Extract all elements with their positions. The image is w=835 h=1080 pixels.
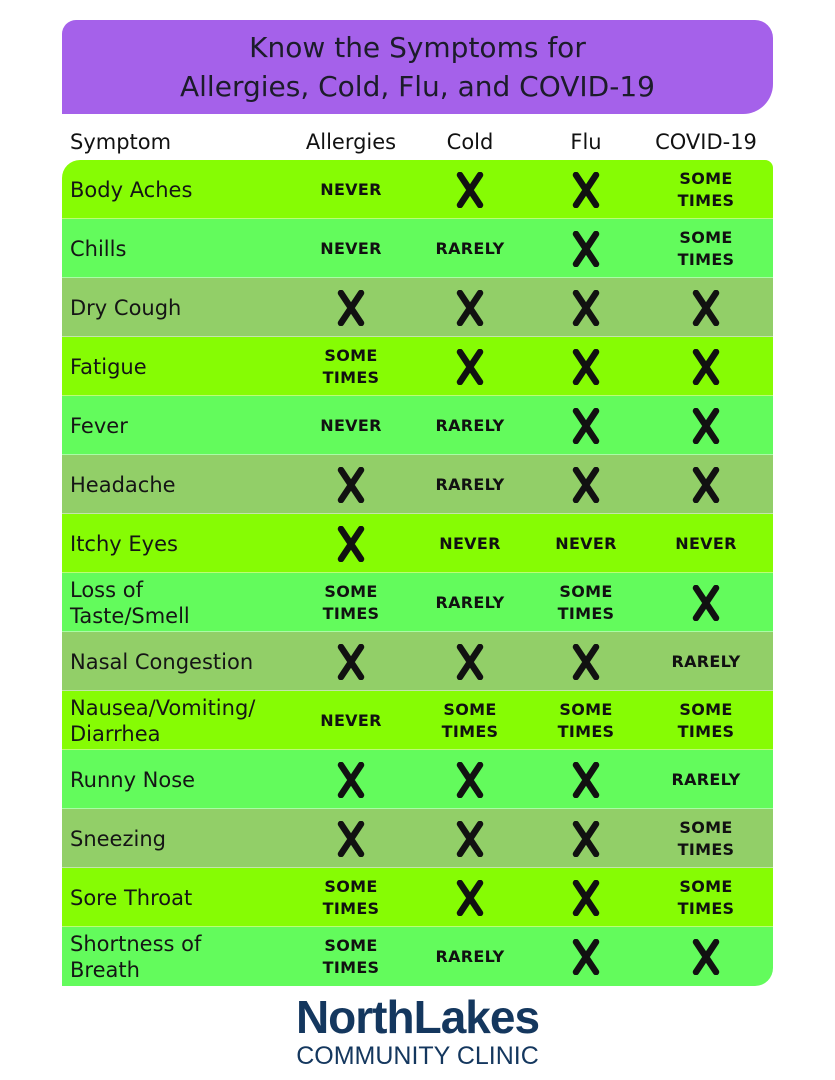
cell-allergies (291, 455, 411, 514)
rarely-label: RARELY (435, 592, 505, 612)
rarely-label: RARELY (671, 769, 741, 789)
symptom-name-line: Headache (70, 472, 176, 497)
cell-cold (410, 632, 530, 691)
symptom-table (62, 160, 773, 986)
x-mark-icon (571, 408, 601, 444)
symptom-name (70, 927, 305, 986)
cell-flu (526, 868, 646, 927)
symptom-name (70, 219, 305, 278)
cell-covid (646, 160, 766, 219)
sometimes-line-2: TIMES (677, 898, 735, 918)
symptom-name-line: Nausea/Vomiting/ (70, 695, 256, 720)
rarely-label: RARELY (435, 946, 505, 966)
logo-name: NorthLakes (295, 991, 540, 1043)
cell-flu (526, 927, 646, 986)
sometimes-line-1: SOME (679, 817, 733, 837)
symptom-name-line: Loss of (70, 577, 143, 602)
symptom-name-line: Diarrhea (70, 721, 161, 746)
symptom-name (70, 868, 305, 927)
sometimes-label (323, 935, 380, 979)
sometimes-line-1: SOME (324, 935, 378, 955)
cell-cold (410, 396, 530, 455)
sometimes-line-1: SOME (324, 876, 378, 896)
cell-cold (410, 573, 530, 632)
sometimes-label (323, 345, 380, 389)
sometimes-line-2: TIMES (557, 721, 615, 741)
cell-allergies (291, 691, 411, 750)
cell-allergies (291, 337, 411, 396)
symptom-name (70, 750, 305, 809)
table-row (62, 750, 773, 809)
header-covid: COVID-19 (655, 130, 757, 154)
cell-flu (526, 573, 646, 632)
cell-allergies (291, 927, 411, 986)
never-label: NEVER (320, 238, 382, 258)
rarely-label: RARELY (435, 474, 505, 494)
x-mark-icon (336, 821, 366, 857)
cell-cold (410, 868, 530, 927)
cell-allergies (291, 573, 411, 632)
table-row (62, 573, 773, 632)
header-allergies: Allergies (305, 130, 397, 154)
header-cold: Cold (446, 130, 494, 154)
x-mark-icon (571, 762, 601, 798)
symptom-name-line: Fever (70, 413, 128, 438)
table-row (62, 809, 773, 868)
cell-covid (646, 219, 766, 278)
sometimes-label (678, 168, 735, 212)
cell-covid (646, 278, 766, 337)
cell-cold (410, 160, 530, 219)
title-line-2: Allergies, Cold, Flu, and COVID-19 (180, 70, 655, 103)
x-mark-icon (691, 408, 721, 444)
never-label: NEVER (320, 415, 382, 435)
cell-flu (526, 396, 646, 455)
rarely-label: RARELY (435, 238, 505, 258)
symptom-name-line: Body Aches (70, 177, 193, 202)
sometimes-label (323, 876, 380, 920)
table-row (62, 927, 773, 986)
x-mark-icon (691, 349, 721, 385)
x-mark-icon (691, 939, 721, 975)
symptom-name-line: Taste/Smell (70, 603, 190, 628)
x-mark-icon (571, 644, 601, 680)
symptom-name (70, 573, 305, 632)
table-row (62, 337, 773, 396)
cell-cold (410, 750, 530, 809)
sometimes-line-2: TIMES (677, 839, 735, 859)
column-header-row (62, 124, 773, 160)
x-mark-icon (571, 172, 601, 208)
x-mark-icon (455, 349, 485, 385)
symptom-name-line: Itchy Eyes (70, 531, 178, 556)
sometimes-line-1: SOME (679, 168, 733, 188)
x-mark-icon (455, 821, 485, 857)
symptom-name-line: Chills (70, 236, 127, 261)
cell-flu (526, 278, 646, 337)
symptom-name-line: Breath (70, 957, 140, 982)
table-row (62, 455, 773, 514)
cell-covid (646, 927, 766, 986)
sometimes-line-1: SOME (324, 581, 378, 601)
cell-flu (526, 632, 646, 691)
table-row (62, 278, 773, 337)
symptom-name (70, 691, 305, 750)
sometimes-line-2: TIMES (322, 957, 380, 977)
cell-cold (410, 809, 530, 868)
header-flu: Flu (570, 130, 602, 154)
cell-flu (526, 160, 646, 219)
sometimes-line-1: SOME (679, 227, 733, 247)
x-mark-icon (455, 644, 485, 680)
sometimes-label (678, 227, 735, 271)
cell-allergies (291, 750, 411, 809)
cell-covid (646, 514, 766, 573)
x-mark-icon (691, 290, 721, 326)
sometimes-line-1: SOME (679, 699, 733, 719)
rarely-label: RARELY (671, 651, 741, 671)
x-mark-icon (571, 290, 601, 326)
cell-cold (410, 927, 530, 986)
table-row (62, 160, 773, 219)
cell-allergies (291, 868, 411, 927)
cell-allergies (291, 278, 411, 337)
symptom-name (70, 809, 305, 868)
x-mark-icon (336, 526, 366, 562)
sometimes-line-2: TIMES (441, 721, 499, 741)
cell-allergies (291, 219, 411, 278)
symptom-name (70, 160, 305, 219)
header-symptom: Symptom (70, 130, 172, 154)
cell-cold (410, 337, 530, 396)
symptom-name-line: Sore Throat (70, 885, 193, 910)
sometimes-line-1: SOME (324, 345, 378, 365)
never-label: NEVER (555, 533, 617, 553)
sometimes-label (678, 817, 735, 861)
x-mark-icon (455, 290, 485, 326)
x-mark-icon (336, 762, 366, 798)
sometimes-line-2: TIMES (677, 721, 735, 741)
never-label: NEVER (675, 533, 737, 553)
table-row (62, 868, 773, 927)
x-mark-icon (571, 349, 601, 385)
x-mark-icon (455, 762, 485, 798)
sometimes-label (678, 699, 735, 743)
cell-covid (646, 337, 766, 396)
clinic-logo (280, 992, 555, 1072)
cell-covid (646, 691, 766, 750)
table-row (62, 691, 773, 750)
cell-covid (646, 455, 766, 514)
x-mark-icon (571, 231, 601, 267)
cell-flu (526, 514, 646, 573)
sometimes-line-1: SOME (559, 581, 613, 601)
title-banner (62, 20, 773, 114)
table-row (62, 219, 773, 278)
symptom-name-line: Runny Nose (70, 767, 196, 792)
sometimes-label (558, 581, 615, 625)
x-mark-icon (455, 172, 485, 208)
cell-flu (526, 455, 646, 514)
cell-covid (646, 750, 766, 809)
cell-cold (410, 278, 530, 337)
x-mark-icon (571, 467, 601, 503)
x-mark-icon (691, 585, 721, 621)
symptom-name-line: Fatigue (70, 354, 147, 379)
symptom-name (70, 632, 305, 691)
x-mark-icon (336, 290, 366, 326)
cell-covid (646, 573, 766, 632)
symptom-name (70, 455, 305, 514)
table-row (62, 514, 773, 573)
logo-subtitle: COMMUNITY CLINIC (296, 1042, 539, 1070)
cell-allergies (291, 396, 411, 455)
symptom-name (70, 337, 305, 396)
cell-covid (646, 632, 766, 691)
cell-allergies (291, 809, 411, 868)
never-label: NEVER (320, 710, 382, 730)
cell-allergies (291, 632, 411, 691)
rarely-label: RARELY (435, 415, 505, 435)
x-mark-icon (571, 939, 601, 975)
sometimes-line-2: TIMES (322, 367, 380, 387)
cell-cold (410, 691, 530, 750)
sometimes-line-1: SOME (679, 876, 733, 896)
cell-cold (410, 455, 530, 514)
cell-flu (526, 809, 646, 868)
x-mark-icon (571, 880, 601, 916)
cell-covid (646, 868, 766, 927)
sometimes-line-1: SOME (559, 699, 613, 719)
x-mark-icon (691, 467, 721, 503)
cell-flu (526, 750, 646, 809)
x-mark-icon (336, 467, 366, 503)
sometimes-line-2: TIMES (322, 603, 380, 623)
sometimes-line-2: TIMES (557, 603, 615, 623)
sometimes-line-1: SOME (443, 699, 497, 719)
cell-covid (646, 809, 766, 868)
sometimes-label (442, 699, 499, 743)
symptom-name-line: Shortness of (70, 931, 202, 956)
symptom-name-line: Dry Cough (70, 295, 182, 320)
symptom-name (70, 278, 305, 337)
sometimes-label (678, 876, 735, 920)
symptom-name (70, 396, 305, 455)
never-label: NEVER (439, 533, 501, 553)
sometimes-line-2: TIMES (322, 898, 380, 918)
table-row (62, 632, 773, 691)
cell-cold (410, 219, 530, 278)
cell-allergies (291, 514, 411, 573)
x-mark-icon (455, 880, 485, 916)
x-mark-icon (571, 821, 601, 857)
symptom-name (70, 514, 305, 573)
sometimes-line-2: TIMES (677, 190, 735, 210)
symptom-name-line: Sneezing (70, 826, 166, 851)
cell-covid (646, 396, 766, 455)
sometimes-line-2: TIMES (677, 249, 735, 269)
never-label: NEVER (320, 179, 382, 199)
cell-flu (526, 337, 646, 396)
symptom-name-line: Nasal Congestion (70, 649, 254, 674)
cell-flu (526, 691, 646, 750)
table-row (62, 396, 773, 455)
x-mark-icon (336, 644, 366, 680)
cell-cold (410, 514, 530, 573)
sometimes-label (558, 699, 615, 743)
cell-flu (526, 219, 646, 278)
cell-allergies (291, 160, 411, 219)
title-line-1: Know the Symptoms for (249, 31, 586, 64)
sometimes-label (323, 581, 380, 625)
